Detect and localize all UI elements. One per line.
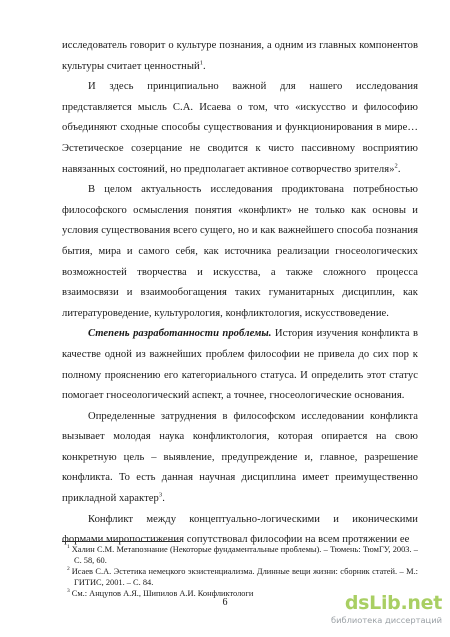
footnote-text: См.: Анцупов А.Я., Шипилов А.И. Конфликтологи (71, 589, 254, 599)
paragraph-4-text: История изучения конфликта в качестве одной из важнейших проблем философии не привела до сих пор к полному прояснению его категориального статуса. И определить этот статус помогает гносеологический аспект, а точнее, гносеологические основания. (62, 328, 418, 402)
paragraph-4 (62, 324, 418, 406)
paragraph-1-text: исследователь говорит о культуре познания, а одним из главных компонентов культуры считает ценностный (62, 40, 418, 72)
footnote-item (62, 545, 418, 567)
paragraph-2 (62, 77, 418, 180)
footnote-number: 1 (67, 544, 70, 551)
footnote-text: Халин С.М. Метапознание (Некоторые фундаментальные проблемы). – Тюмень: ТюмГУ, 2003. – С. 58, 60. (71, 545, 418, 565)
paragraph-1-tail: . (203, 60, 206, 72)
body-text (62, 36, 418, 551)
paragraph-3: В целом актуальность исследования продиктована потребностью философского осмысления понятия «конфликт» не только как основы и условия существования всего сущего, но и как важнейшего способа познания бытия, мира и самого себя, как источника реализации гносеологических возможностей творчества и искусства, а также сложного процесса взаимосвязи и взаимообогащения таких гуманитарных дисциплин, как литературоведение, культурология, конфликтология, искусствоведение. (62, 184, 418, 319)
paragraph-6: Конфликт между концептуально-логическими и иконическими формами миропостижения сопутствовал философии на всем протяжении ее (62, 513, 418, 546)
footnote-ref-2[interactable]: 2 (394, 162, 398, 170)
footnote-ref-1[interactable]: 1 (199, 59, 204, 67)
footnote-number: 2 (67, 566, 70, 573)
footnote-number: 3 (67, 588, 70, 595)
paragraph-2-tail: . (397, 163, 401, 175)
paragraph-1 (62, 36, 418, 77)
watermark-logo: dsLib.net (344, 592, 442, 614)
paragraph-5-text: Определенные затруднения в философском исследовании конфликта вызывает молодая наука конфликтология, которая опирается на свою конкретную цель – выявление, предупреждение и, главное, разрешение конфликта. То есть данная научная дисциплина имеет преимущественно прикладной характер (62, 410, 418, 505)
watermark-subtitle: библиотека диссертаций (330, 615, 442, 625)
footnote-text: Исаев С.А. Эстетика немецкого экзистенциализма. Длинные вещи жизни: сборник статей. – М.: ГИТИС, 2001. – С. 84. (71, 567, 418, 587)
page-number: 6 (222, 597, 228, 608)
watermark (322, 591, 442, 633)
paragraph-2-text: И здесь принципиально важной для нашего исследования представляется мысль С.А. Исаева о том, что «искусство и философию объединяют сходные способы существования и функционирования в мире… Эстетическое созерцание не сводится к чисто пассивному восприятию навязанных состояний, но предполагает активное сотворчество зрителя» (62, 81, 418, 175)
footnote-ref-3[interactable]: 3 (158, 491, 163, 499)
section-heading-inline: Степень разработанности проблемы. (88, 328, 272, 340)
paragraph-5 (62, 407, 418, 510)
paragraph-5-tail: . (162, 493, 165, 505)
footnote-item (62, 567, 418, 589)
footnote-divider (62, 541, 180, 542)
